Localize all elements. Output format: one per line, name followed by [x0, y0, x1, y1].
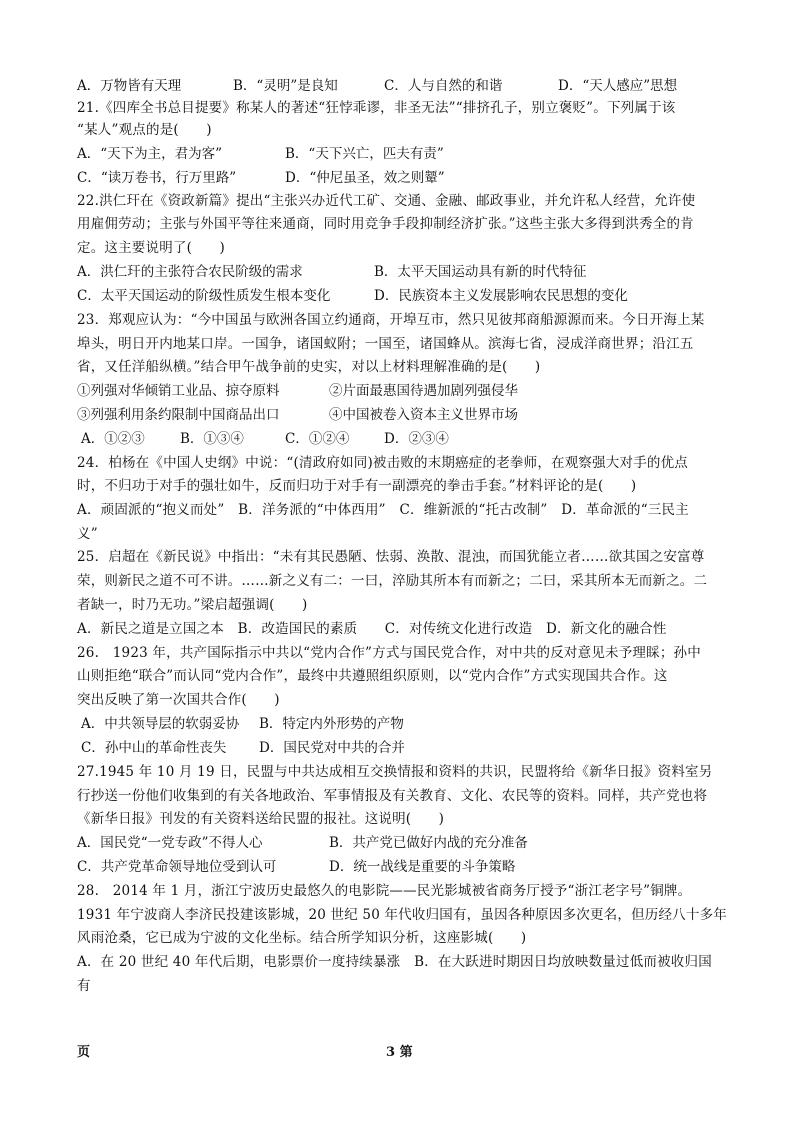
q24-stem-line-1: 24．柏杨在《中国人史纲》中说：“(清政府如同)被击败的末期癌症的老拳师，在观察强大对手的优点	[77, 455, 689, 471]
q20-option-c: C．人与自然的和谐	[384, 78, 503, 94]
q26-option-b: B．特定内外形势的产物	[259, 716, 404, 732]
q22-option-a: A．洪仁玕的主张符合农民阶级的需求	[77, 264, 303, 280]
q24-options-line-1: A．顽固派的“抱义而处” B．洋务派的“中体西用” C．维新派的“托古改制” D．革命派的“三民主	[77, 502, 689, 518]
q26-option-d: D．国民党对中共的合并	[259, 740, 405, 756]
q25-options-line: A．新民之道是立国之本 B．改造国民的素质 C．对传统文化进行改造 D．新文化的融合性	[77, 621, 667, 637]
q23-stem-line-1: 23．郑观应认为：“今中国虽与欧洲各国立约通商，开埠互市，然只见彼邦商船源源而来。今日开海上某	[77, 312, 705, 328]
q24-stem-line-2: 时，不归功于对手的强壮如牛，反而归功于对手有一副漂亮的拳击手套。”材料评论的是( )	[77, 478, 637, 494]
q27-stem-line-3: 《新华日报》刊发的有关资料送给民盟的报社。这说明( )	[77, 811, 445, 827]
q25-stem-line-3: 者缺一，时乃无功。”梁启超强调( )	[77, 597, 308, 613]
q21-stem-line-1: 21.《四库全书总目提要》称某人的著述“狂悖乖谬，非圣无法”“排挤孔子，别立褒贬”。下列属于该	[77, 100, 676, 116]
q21-option-a: A．“天下为主，君为客”	[77, 146, 223, 162]
q26-stem-line-3: 突出反映了第一次国共合作( )	[77, 692, 280, 708]
q28-options-line-2: 有	[77, 978, 91, 994]
q27-stem-line-2: 行抄送一份他们收集到的有关各地政治、军事情报及有关教育、文化、农民等的资料。同样，共产党也将	[77, 788, 708, 804]
q25-stem-line-2: 荣，则新民之道不可不讲。……新之义有二：一曰，淬励其所本有而新之；二曰，采其所本无而新之。二	[77, 573, 708, 589]
page-number: 3 第	[386, 1045, 413, 1060]
q20-option-b: B．“灵明”是良知	[233, 78, 338, 94]
q22-stem-line-3: 定。这主要说明了( )	[77, 240, 225, 256]
q26-option-c: C．孙中山的革命性丧失	[81, 740, 227, 756]
q22-stem-line-2: 用雇佣劳动；主张与外国平等往来通商，同时用竞争手段抑制经济扩张。”这些主张大多得到洪秀全的肯	[77, 216, 694, 232]
q28-stem-line-1: 28. 2014 年 1 月，浙江宁波历史最悠久的电影院——民光影城被省商务厅授予“浙江老字号”铜牌。	[77, 883, 692, 899]
q23-option-c: C．①②④	[285, 431, 350, 447]
q23-item-4: ④中国被卷入资本主义世界市场	[329, 407, 518, 423]
q23-option-d: D．②③④	[384, 431, 449, 447]
q28-stem-line-3: 风雨沧桑，它已成为宁波的文化坐标。结合所学知识分析，这座影城( )	[77, 930, 527, 946]
page-footer-left: 页	[77, 1045, 91, 1060]
q27-option-a: A．国民党“一党专政”不得人心	[77, 835, 263, 851]
q20-option-a: A．万物皆有天理	[77, 78, 182, 94]
q22-option-b: B．太平天国运动具有新的时代特征	[374, 264, 587, 280]
q22-stem-line-1: 22.洪仁玕在《资政新篇》提出“主张兴办近代工矿、交通、金融、邮政事业，并允许私人经营，允许使	[77, 193, 696, 209]
q23-stem-line-3: 省，又任洋船纵横。”结合甲午战争前的史实，对以上材料理解准确的是( )	[77, 359, 541, 375]
q23-stem-line-2: 埠头，明日开内地某口岸。一国争，诸国蚁附；一国至，诸国蜂从。滨海七省，浸成洋商世界；沿江五	[77, 336, 694, 352]
q23-option-a: A．①②③	[81, 431, 145, 447]
q23-item-1: ①列强对华倾销工业品、掠夺原料	[77, 383, 280, 399]
q21-option-b: B．“天下兴亡，匹夫有责”	[285, 146, 444, 162]
q26-option-a: A．中共领导层的软弱妥协	[81, 716, 240, 732]
q21-option-d: D．“仲尼虽圣，效之则颦”	[285, 170, 445, 186]
q28-options-line-1: A．在 20 世纪 40 年代后期，电影票价一度持续暴涨 B．在大跃进时期因日均放映数量过低而被收归国	[77, 954, 712, 970]
q24-options-line-2: 义”	[77, 526, 98, 542]
q27-option-d: D．统一战线是重要的斗争策略	[329, 859, 516, 875]
q26-stem-line-1: 26. 1923 年，共产国际指示中共以“党内合作”方式与国民党合作，对中共的反对意见未予理睬；孙中	[77, 645, 701, 661]
q27-stem-line-1: 27.1945 年 10 月 19 日，民盟与中共达成相互交换情报和资料的共识，民盟将给《新华日报》资料室另	[77, 764, 713, 780]
q23-item-2: ②片面最惠国待遇加剧列强侵华	[329, 383, 518, 399]
q25-stem-line-1: 25．启超在《新民说》中指出：“未有其民愚陋、怯弱、涣散、混浊，而国犹能立者……欲其国之安富尊	[77, 549, 705, 565]
q21-option-c: C．“读万卷书，行万里路”	[77, 170, 237, 186]
q20-option-d: D．“天人感应”思想	[558, 78, 678, 94]
q23-option-b: B．①③④	[180, 431, 244, 447]
q27-option-b: B．共产党已做好内战的充分准备	[329, 835, 528, 851]
q22-option-d: D．民族资本主义发展影响农民思想的变化	[374, 288, 628, 304]
q23-item-3: ③列强利用条约限制中国商品出口	[77, 407, 280, 423]
q22-option-c: C．太平天国运动的阶级性质发生根本变化	[77, 288, 331, 304]
q27-option-c: C．共产党革命领导地位受到认可	[77, 859, 277, 875]
q28-stem-line-2: 1931 年宁波商人李济民投建该影城，20 世纪 50 年代收归国有，虽因各种原因多次更名，但历经八十多年	[77, 907, 727, 923]
q21-stem-line-2: “某人”观点的是( )	[77, 122, 212, 138]
q26-stem-line-2: 山则拒绝“联合”而认同“党内合作”，最终中共遵照组织原则，以“党内合作”方式实现国共合作。这	[77, 668, 668, 684]
